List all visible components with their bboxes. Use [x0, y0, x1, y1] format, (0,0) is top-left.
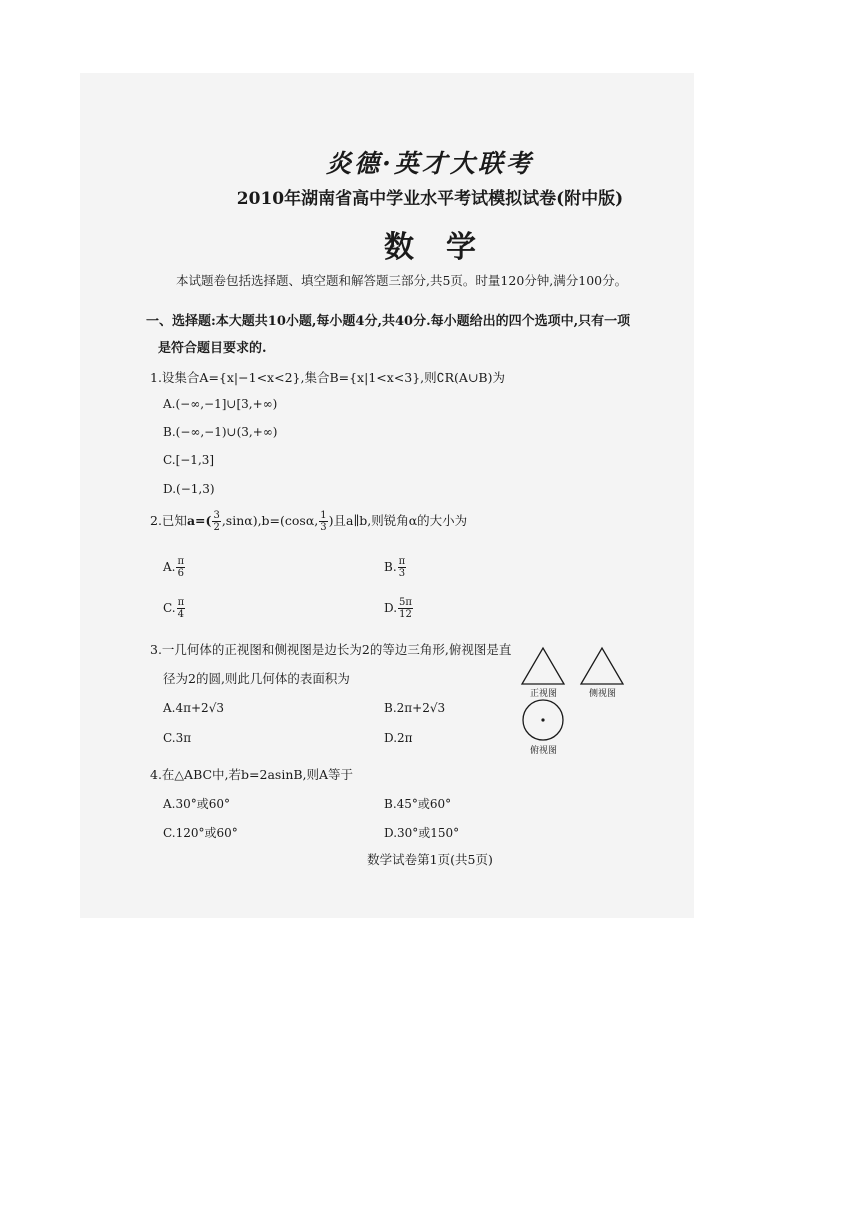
- subject-title: 数学: [384, 230, 508, 265]
- q2-option-d-numerator: 5π: [399, 597, 412, 608]
- q1-stem: 1.设集合A={x|−1<x<2},集合B={x|1<x<3},则∁R(A∪B)为: [150, 370, 505, 385]
- q2-option-b-fraction: [398, 556, 407, 579]
- q4-option-b: B.45°或60°: [384, 797, 452, 811]
- q3-option-a: A.4π+2√3: [163, 701, 224, 715]
- q2-option-d-label: D.: [384, 601, 398, 615]
- front-view-triangle: [522, 648, 564, 684]
- q3-option-d: D.2π: [384, 731, 413, 745]
- q2-option-d-fraction: [398, 597, 413, 620]
- q3-stem-line2: 径为2的圆,则此几何体的表面积为: [163, 671, 350, 686]
- q2-option-c-numerator: π: [177, 597, 185, 608]
- q1-option-a: A.(−∞,−1]∪[3,+∞): [163, 397, 278, 411]
- q2-option-c-label: C.: [163, 601, 176, 615]
- q2-option-d-denominator: 12: [399, 609, 412, 620]
- q1-option-c: C.[−1,3]: [163, 453, 215, 467]
- q2-option-c-denominator: 4: [177, 609, 185, 620]
- q2-frac1-numerator: 3: [213, 510, 220, 521]
- q2-fraction-2: [319, 510, 327, 533]
- q1-option-b: B.(−∞,−1)∪(3,+∞): [163, 425, 278, 439]
- q2-option-a-fraction: [176, 556, 185, 579]
- q2-option-b-label: B.: [384, 560, 397, 574]
- section-heading-line1: 一、选择题:本大题共10小题,每小题4分,共40分.每小题给出的四个选项中,只有一项: [146, 314, 631, 329]
- exam-instructions: 本试题卷包括选择题、填空题和解答题三部分,共5页。时量120分钟,满分100分。: [176, 273, 628, 288]
- q2-frac1-denominator: 2: [213, 522, 220, 533]
- q2-option-c-fraction: [177, 597, 186, 620]
- q2-option-a-denominator: 6: [177, 568, 184, 579]
- page-footer: 数学试卷第1页(共5页): [367, 852, 493, 867]
- q2-option-b-denominator: 3: [398, 568, 406, 579]
- q2-stem-post: )且a∥b,则锐角α的大小为: [328, 513, 468, 528]
- q4-option-d: D.30°或150°: [384, 826, 460, 840]
- q2-option-b: [384, 556, 407, 579]
- q4-stem: 4.在△ABC中,若b=2asinB,则A等于: [150, 767, 354, 782]
- q2-stem-a: a=(: [186, 513, 212, 528]
- q3-stem-line1: 3.一几何体的正视图和侧视图是边长为2的等边三角形,俯视图是直: [150, 642, 512, 657]
- q2-frac2-denominator: 3: [320, 522, 327, 533]
- q4-option-c: C.120°或60°: [163, 826, 238, 840]
- q2-option-a-label: A.: [163, 560, 176, 574]
- q2-stem: [150, 510, 467, 533]
- q2-stem-pre: 2.已知: [150, 513, 187, 528]
- front-view-label: 正视图: [530, 689, 558, 699]
- q1-option-d: D.(−1,3): [163, 482, 215, 496]
- top-view-label: 俯视图: [530, 746, 558, 756]
- q2-option-a: [163, 556, 186, 579]
- q3-option-b: B.2π+2√3: [384, 701, 446, 715]
- q2-frac2-numerator: 1: [320, 510, 327, 521]
- q2-option-c: [163, 597, 186, 620]
- q2-fraction-1: [212, 510, 220, 533]
- q2-option-d: [384, 597, 414, 620]
- side-view-triangle: [581, 648, 623, 684]
- exam-subtitle: 2010年湖南省高中学业水平考试模拟试卷(附中版): [236, 189, 624, 209]
- side-view-label: 侧视图: [589, 689, 617, 699]
- q2-option-a-numerator: π: [177, 556, 185, 567]
- q4-option-a: A.30°或60°: [163, 797, 231, 811]
- top-view-center-dot: [541, 718, 544, 721]
- exam-brand-title: 炎德·英才大联考: [326, 149, 534, 178]
- q3-option-c: C.3π: [163, 731, 192, 745]
- q2-option-b-numerator: π: [398, 556, 406, 567]
- three-view-figure: [515, 640, 645, 760]
- section-heading-line2: 是符合题目要求的.: [158, 341, 267, 356]
- q2-stem-mid: ,sinα),b=(cosα,: [221, 513, 319, 528]
